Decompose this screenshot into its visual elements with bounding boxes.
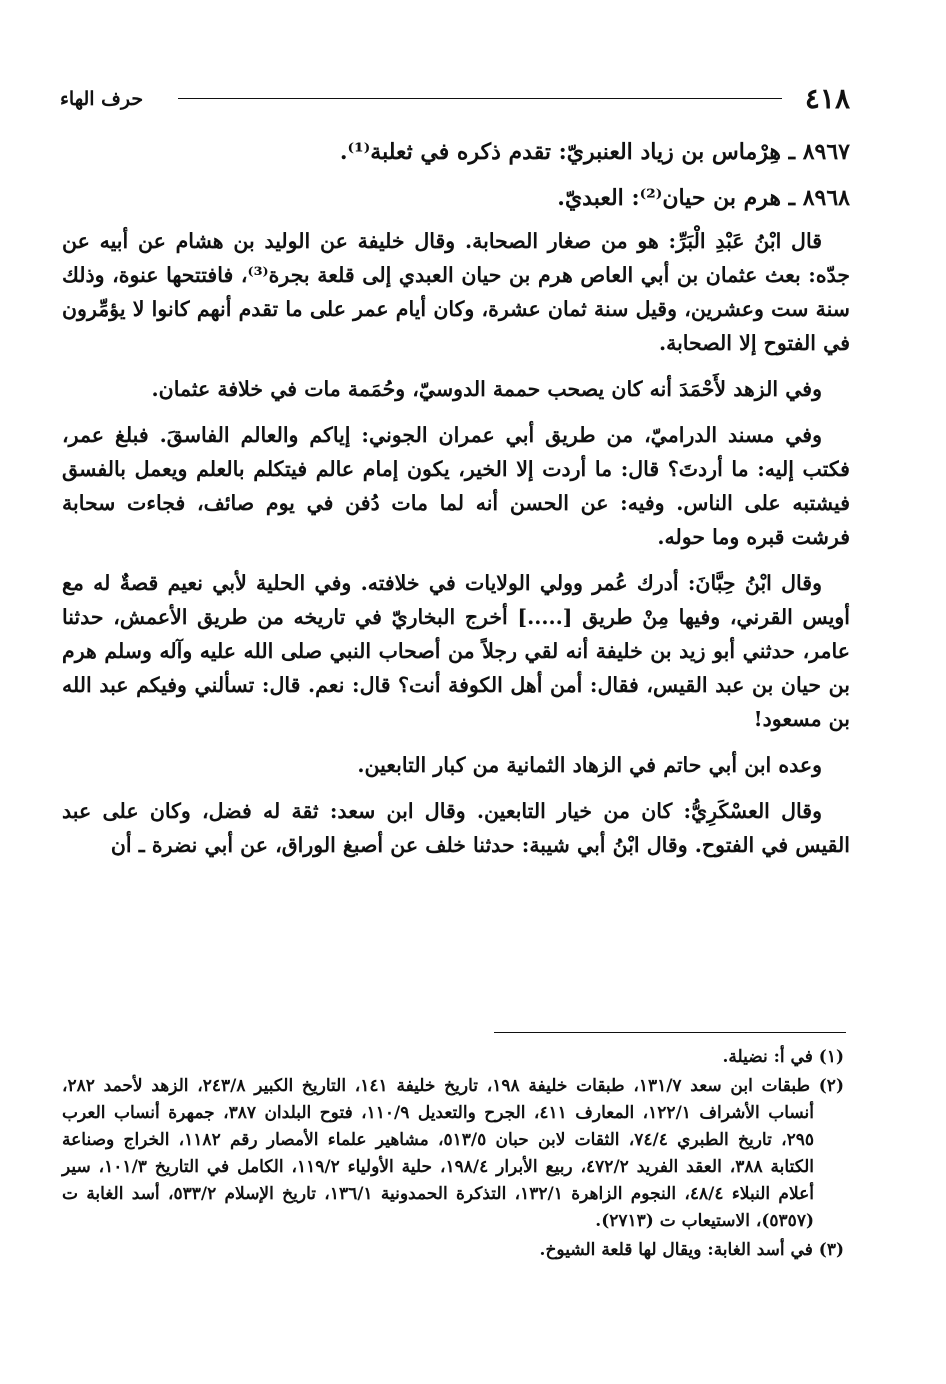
header-rule: [178, 98, 782, 99]
main-text: [62, 132, 850, 874]
running-title: حرف الهاء: [60, 88, 144, 110]
page-header: [60, 82, 850, 116]
paragraph: وقال ابْنُ حِبَّانَ: أدرك عُمر وولي الولايات في خلافته. وفي الحلية لأبي نعيم قصةٌ له مع أويس القرني، وفيها مِنْ طريق [.....] أخرج البخاريّ في تاريخه من طريق الأعمش، حدثنا عامر، حدثني أبو زيد بن خليفة أنه لقي رجلاً من أصحاب النبي صلى الله عليه وآله وسلم هرم بن حيان بن عبد القيس، فقال: أمن أهل الكوفة أنت؟ قال: نعم. قال: تسألني وفيكم عبد الله بن مسعود!: [62, 571, 850, 731]
page-number: ٤١٨: [804, 82, 850, 115]
footnote: (١) في أ: نضيلة.: [722, 1047, 844, 1067]
paragraph: وعده ابن أبي حاتم في الزهاد الثمانية من كبار التابعين.: [357, 753, 822, 777]
paragraph: وقال العسْكَرِيُّ: كان من خيار التابعين. وقال ابن سعد: ثقة له فضل، وكان على عبد القيس في الفتوح. وقال ابْنُ أبي شيبة: حدثنا خلف عن أصبغ الوراق، عن أبي نضرة ـ أن: [62, 799, 850, 857]
footnotes: [62, 1044, 844, 1266]
paragraph: قال ابْنُ عَبْدِ الْبَرِّ: هو من صغار الصحابة. وقال خليفة عن الوليد بن هشام عن أبيه عن جدّه: بعث عثمان بن أبي العاص هرم بن حيان العبدي إلى قلعة بجرة⁽³⁾، فافتتحها عنوة، وذلك سنة ست وعشرين، وقيل سنة ثمان عشرة، وكان أيام عمر على ما تقدم أنهم كانوا لا يؤمِّرون في الفتوح إلا الصحابة.: [62, 229, 850, 355]
entry-heading: ٨٩٦٧ ـ هِرْماس بن زياد العنبريّ: تقدم ذكره في ثعلبة⁽¹⁾.: [339, 139, 850, 165]
footnote: (٢) طبقات ابن سعد ١٣١/٧، طبقات خليفة ١٩٨، تاريخ خليفة ١٤١، التاريخ الكبير ٢٤٣/٨، الزهد لأحمد ٢٨٢، أنساب الأشراف ١٢٢/١، المعارف ٤١١، الجرح والتعديل ١١٠/٩، فتوح البلدان ٣٨٧، جمهرة أنساب العرب ٢٩٥، تاريخ الطبري ٧٤/٤، الثقات لابن حبان ٥١٣/٥، مشاهير علماء الأمصار رقم ١١٨٢، الخراج وصناعة الكتابة ٣٨٨، العقد الفريد ٤٧٢/٢، ربيع الأبرار ١٩٨/٤، حلية الأولياء ١١٩/٢، الكامل في التاريخ ١٠١/٣، سير أعلام النبلاء ٤٨/٤، النجوم الزاهرة ١٣٢/١، التذكرة الحمدونية ١٣٦/١، تاريخ الإسلام ٥٣٣/٢، أسد الغابة ت (٥٣٥٧)، الاستيعاب ت (٢٧١٣).: [62, 1076, 844, 1231]
paragraph: وفي مسند الدراميّ، من طريق أبي عمران الجوني: إياكم والعالم الفاسقَ. فبلغ عمر، فكتب إليه: ما أردتَ؟ قال: ما أردت إلا الخير، يكون إمام عالم فيتكلم بالعلم ويعمل بالفسق فيشتبه على الناس. وفيه: عن الحسن أنه لما مات دُفن في يوم صائف، فجاءت سحابة فرشت قبره وما حوله.: [62, 423, 850, 549]
entry-heading: ٨٩٦٨ ـ هرم بن حيان⁽²⁾: العبديّ.: [557, 185, 850, 211]
footnote: (٣) في أسد الغابة: ويقال لها قلعة الشيوخ.: [539, 1240, 844, 1260]
paragraph: وفي الزهد لأَحْمَدَ أنه كان يصحب حممة الدوسيّ، وحُمَمة مات في خلافة عثمان.: [151, 377, 822, 401]
footnote-separator: [494, 1032, 846, 1033]
